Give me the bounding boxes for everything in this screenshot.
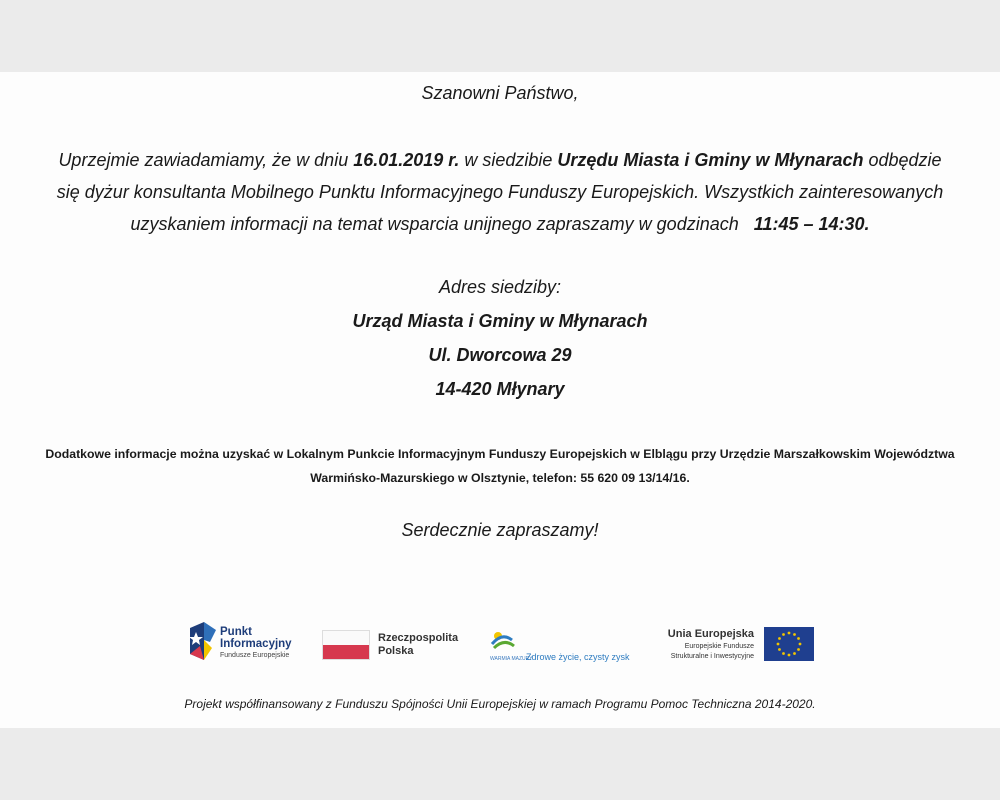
wm-slogan: Zdrowe życie, czysty zysk [526,652,630,662]
wm-logo-text: WARMIA MAZURY [490,656,533,662]
rp-logo-text: Rzeczpospolita [378,632,459,644]
announcement-paragraph [0,144,1000,240]
announcement-text: Uprzejmie zawiadamiamy, że w dniu [58,150,354,170]
announcement-text: odbędzie [863,150,942,170]
announcement-line-1 [0,144,1000,176]
rp-logo-text: Polska [378,645,414,657]
additional-info-line-2: Warmińsko-Mazurskiego w Olsztynie, telefon: 55 620 09 13/14/16. [310,471,690,485]
greeting: Szanowni Państwo, [421,83,579,103]
additional-info-line-1: Dodatkowe informacje można uzyskać w Lokalnym Punkcie Informacyjnym Funduszy Europejskich w Elblągu przy Urzędzie Marszałkowskim Województwa [45,447,955,461]
ue-logo-subtext: Europejskie Fundusze [684,643,754,650]
eu-flag-icon [764,627,814,661]
announcement-office: Urzędu Miasta i Gminy w Młynarach [557,150,864,170]
punkt-logo-text: Punkt [220,626,252,638]
announcement-line-2: się dyżur konsultanta Mobilnego Punktu Informacyjnego Funduszy Europejskich. Wszystkich zainteresowanych [56,182,944,202]
warmia-mazury-icon [488,628,518,656]
address-line-city: 14-420 Młynary [435,379,565,399]
address-line-street: Ul. Dworcowa 29 [428,345,572,365]
poland-flag-icon [322,630,370,660]
announcement-text: w siedzibie [459,150,558,170]
punkt-logo-text: Informacyjny [220,638,292,650]
rzeczpospolita-polska-logo [322,630,462,664]
punkt-informacyjny-logo [190,622,300,664]
announcement-text: uzyskaniem informacji na temat wsparcia unijnego zapraszamy w godzinach [130,214,744,234]
ue-logo-text: Unia Europejska [667,628,754,640]
announcement-date: 16.01.2019 r. [353,150,460,170]
address-label: Adres siedziby: [438,277,562,297]
closing-line: Serdecznie zapraszamy! [401,520,599,540]
star-icon [190,622,216,660]
punkt-logo-subtext: Fundusze Europejskie [220,652,290,659]
announcement-line-3 [0,208,1000,240]
announcement-hours: 11:45 – 14:30. [753,214,870,234]
unia-europejska-logo [662,627,814,667]
warmia-mazury-logo [488,628,638,668]
ue-logo-subtext: Strukturalne i Inwestycyjne [670,653,754,660]
address-line-office: Urząd Miasta i Gminy w Młynarach [352,311,648,331]
footer-note: Projekt współfinansowany z Funduszu Spójności Unii Europejskiej w ramach Programu Pomoc Techniczna 2014-2020. [184,697,816,711]
